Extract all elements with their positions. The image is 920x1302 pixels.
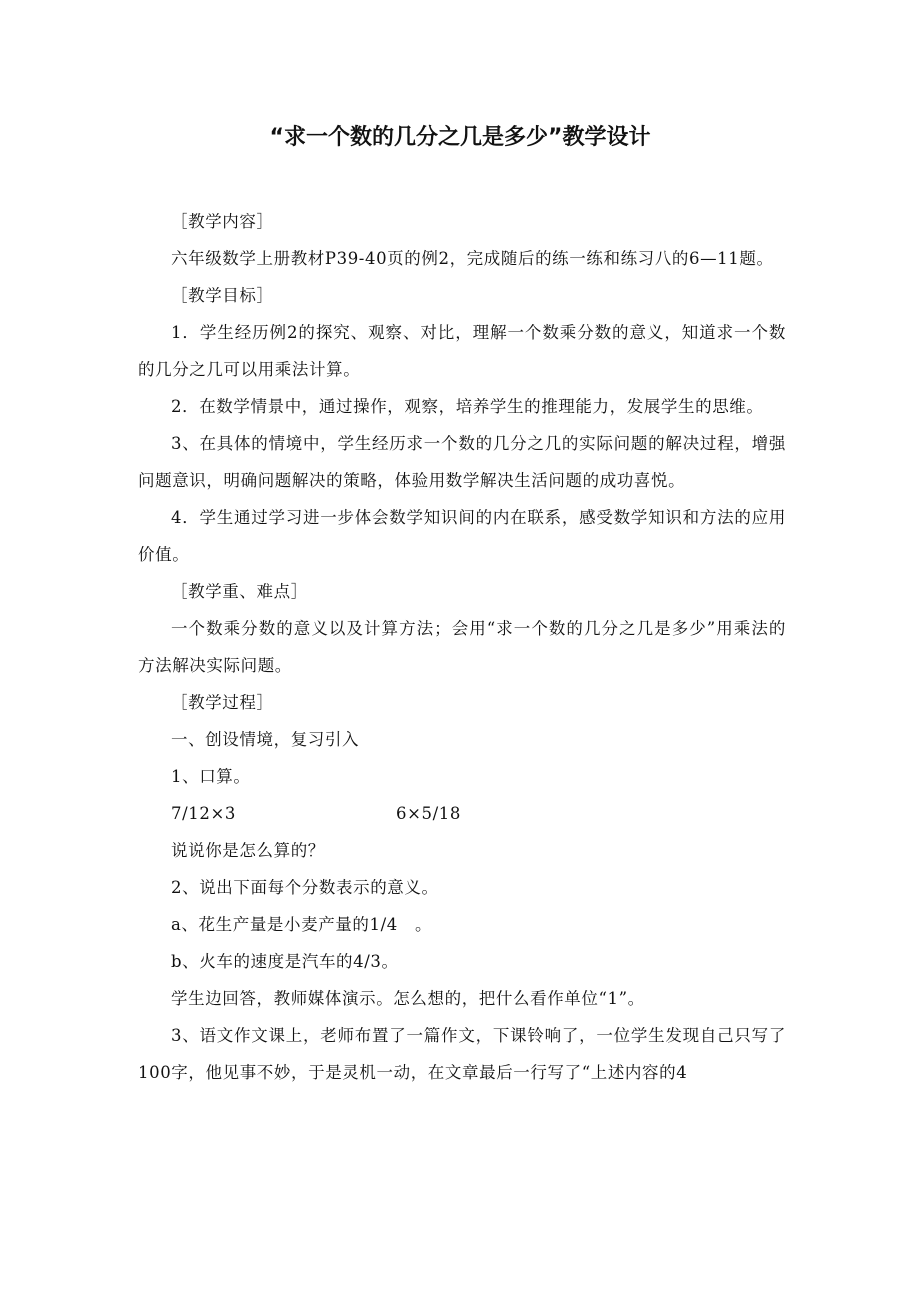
- list-item: 1、口算。: [171, 767, 251, 786]
- goal-item-4: 4．学生通过学习进一步体会数学知识间的内在联系，感受数学知识和方法的应用价值。: [138, 508, 786, 564]
- goal-item-3: 3、在具体的情境中，学生经历求一个数的几分之几的实际问题的解决过程，增强问题意识，明确问题解决的策略，体验用数学解决生活问题的成功喜悦。: [138, 434, 786, 490]
- section-heading-goals: ［教学目标］: [171, 286, 274, 305]
- subheading: 一、创设情境，复习引入: [171, 730, 360, 749]
- section-heading-content: ［教学内容］: [171, 212, 274, 231]
- list-item: 2、说出下面每个分数表示的意义。: [171, 878, 439, 897]
- document-title: “求一个数的几分之几是多少”教学设计: [269, 125, 651, 150]
- paragraph: 说说你是怎么算的？: [171, 841, 325, 860]
- paragraph: 3、语文作文课上，老师布置了一篇作文，下课铃响了，一位学生发现自己只写了100字，他见事不妙，于是灵机一动，在文章最后一行写了“上述内容的4: [138, 1026, 786, 1082]
- goal-item-1: 1．学生经历例2的探究、观察、对比，理解一个数乘分数的意义，知道求一个数的几分之几可以用乘法计算。: [138, 323, 786, 379]
- paragraph: 一个数乘分数的意义以及计算方法；会用“求一个数的几分之几是多少”用乘法的方法解决实际问题。: [138, 619, 786, 675]
- calc-expression: 6×5/18: [396, 804, 461, 823]
- section-heading-key-points: ［教学重、难点］: [171, 582, 308, 601]
- paragraph: 学生边回答，教师媒体演示。怎么想的，把什么看作单位“1”。: [171, 989, 645, 1008]
- calc-expression: 7/12×3: [171, 804, 236, 823]
- list-item: b、火车的速度是汽车的4/3。: [171, 952, 399, 971]
- goal-item-2: 2．在数学情景中，通过操作，观察，培养学生的推理能力，发展学生的思维。: [171, 397, 764, 416]
- list-item: a、花生产量是小麦产量的1/4 。: [171, 915, 433, 934]
- section-heading-process: ［教学过程］: [171, 693, 274, 712]
- paragraph: 六年级数学上册教材P39-40页的例2，完成随后的练一练和练习八的6—11题。: [171, 249, 774, 268]
- calc-row: [138, 795, 786, 832]
- document-body: [138, 203, 786, 1091]
